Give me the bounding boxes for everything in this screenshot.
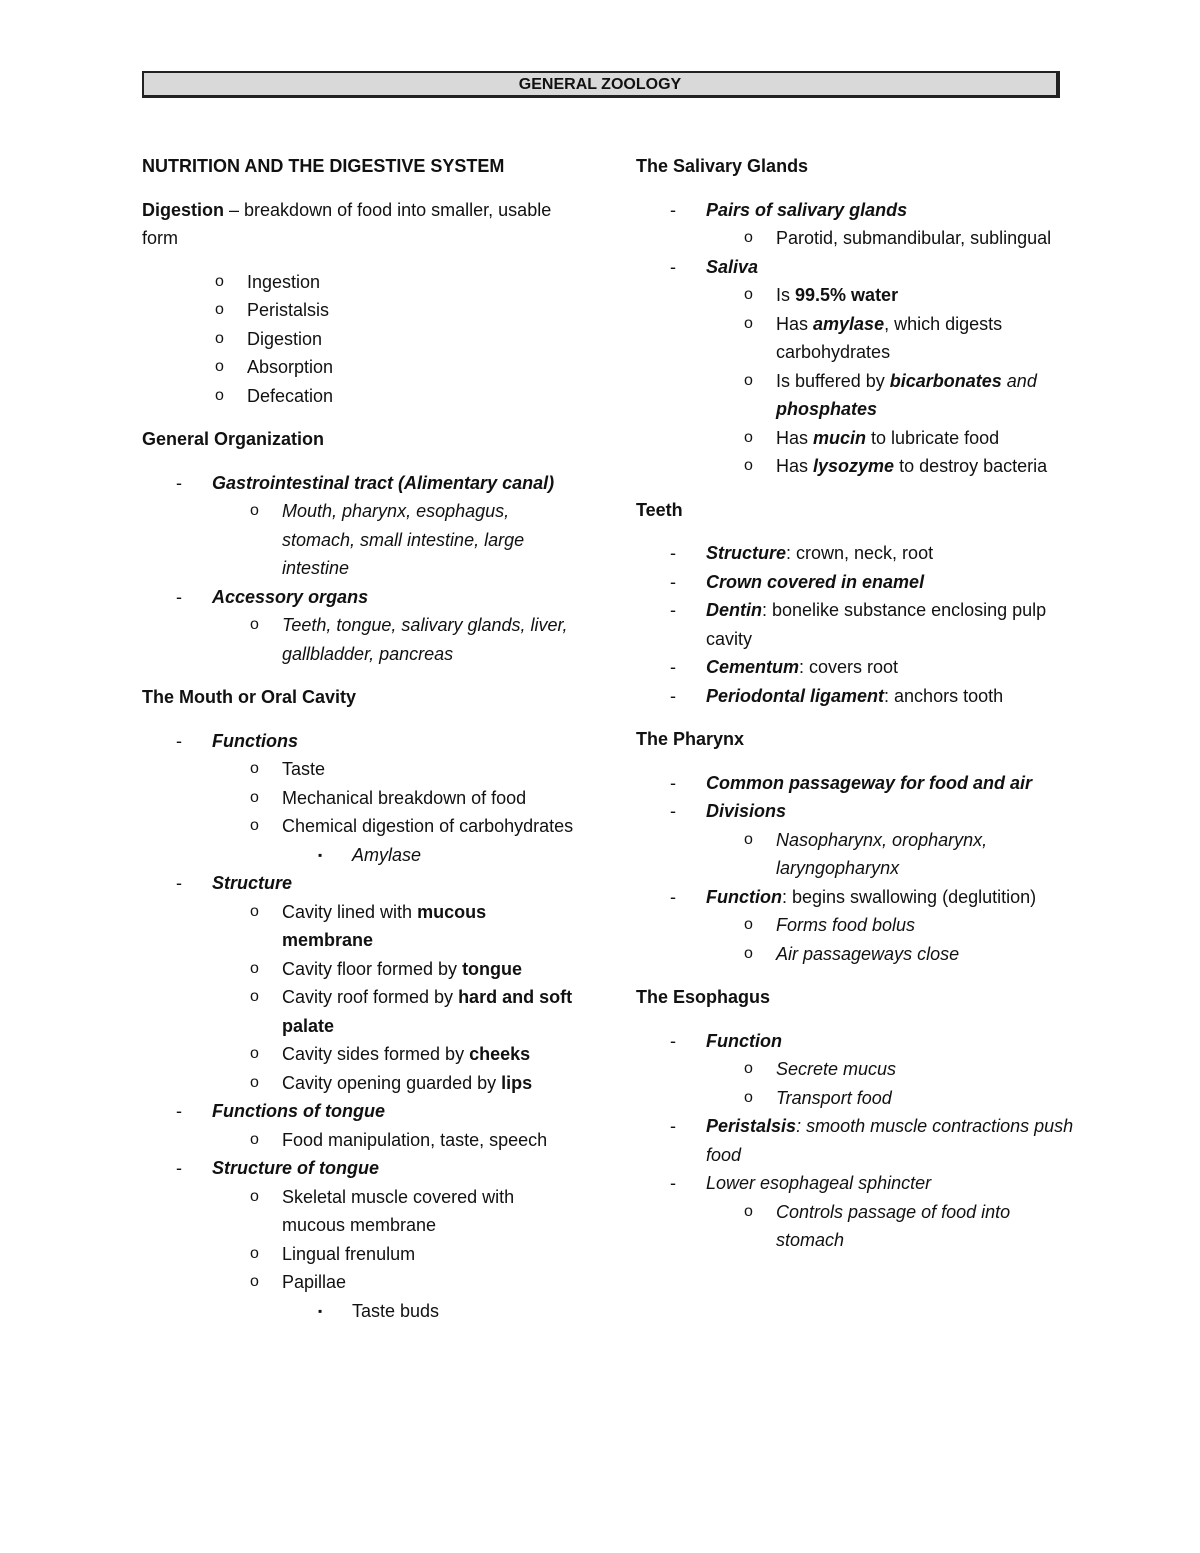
left-column (142, 152, 582, 1340)
list-item: o Controls passage of food into stomach (744, 1201, 1011, 1250)
list-item: o Cavity sides formed by cheeks (250, 1044, 531, 1064)
mouth-list (142, 727, 582, 1326)
list-item: o Taste (250, 759, 326, 779)
list-item: o Lingual frenulum (250, 1243, 416, 1264)
section-title-salivary: The Salivary Glands (636, 156, 809, 176)
right-column (636, 152, 1076, 1270)
list-item: o Peristalsis (215, 300, 330, 320)
section-title-teeth: Teeth (636, 499, 683, 520)
list-item: - Structure of tongue o Skeletal muscle covered with mucous membrane o Lingual frenulum o Papillae ▪ Taste buds (142, 1154, 582, 1325)
section-title-organization: General Organization (142, 429, 325, 449)
list-item: - Cementum: covers root (670, 657, 899, 677)
list-item: o Transport food (744, 1087, 892, 1108)
list-item: - Pairs of salivary glands o Parotid, submandibular, sublingual (636, 196, 1076, 253)
esophagus-list (636, 1027, 1076, 1255)
list-item: o Air passageways close (744, 943, 960, 964)
list-item: - Functions of tongue o Food manipulation, taste, speech (142, 1097, 582, 1154)
teeth-list (636, 539, 1076, 710)
digestion-term: Digestion (142, 199, 225, 220)
list-item: - Crown covered in enamel (670, 571, 925, 592)
list-item: o Ingestion (215, 271, 321, 292)
list-item: - Peristalsis: smooth muscle contractions push food (670, 1116, 1074, 1165)
list-item: o Chemical digestion of carbohydrates ▪ Amylase (212, 812, 582, 869)
list-item: - Periodontal ligament: anchors tooth (670, 685, 1004, 706)
list-item: o Parotid, submandibular, sublingual (744, 228, 1052, 248)
list-item: - Divisions o Nasopharynx, oropharynx, laryngopharynx (636, 797, 1076, 883)
list-item: ▪ Taste buds (318, 1300, 440, 1321)
list-item: o Cavity lined with mucous membrane (250, 901, 487, 950)
list-item: - Functions o Taste o Mechanical breakdown of food o Chemical digestion of carbohydrates ▪ Amylase (142, 727, 582, 870)
section-title-pharynx: The Pharynx (636, 729, 745, 749)
list-item: o Has mucin to lubricate food (744, 427, 1000, 448)
list-item: - Function: begins swallowing (deglutition) o Forms food bolus o Air passageways close (636, 883, 1076, 969)
section-title-mouth: The Mouth or Oral Cavity (142, 687, 357, 707)
list-item: - Saliva o Is 99.5% water o Has amylase, which digests carbohydrates o Is buffered by bicarbonates and phosphates o Has mucin to lubricate food o Has lysozyme to destroy bacteria (636, 253, 1076, 481)
list-item: ▪ Amylase (318, 844, 422, 865)
list-item: - Lower esophageal sphincter o Controls passage of food into stomach (636, 1169, 1076, 1255)
list-item: - Gastrointestinal tract (Alimentary canal) o Mouth, pharynx, esophagus, stomach, small intestine, large intestine (142, 469, 582, 583)
list-item: o Is 99.5% water (744, 285, 899, 305)
section-title-nutrition: NUTRITION AND THE DIGESTIVE SYSTEM (142, 156, 505, 176)
list-item: o Is buffered by bicarbonates and phosphates (744, 370, 1037, 419)
list-item: - Dentin: bonelike substance enclosing pulp cavity (670, 600, 1047, 649)
digestion-steps (142, 268, 582, 411)
list-item: o Has lysozyme to destroy bacteria (744, 456, 1048, 476)
header-title: GENERAL ZOOLOGY (518, 76, 682, 93)
list-item: o Papillae ▪ Taste buds (212, 1268, 582, 1325)
list-item: o Forms food bolus (744, 915, 916, 935)
list-item: - Function o Secrete mucus o Transport food (636, 1027, 1076, 1113)
list-item: o Food manipulation, taste, speech (250, 1129, 548, 1150)
digestion-def: – breakdown of food into smaller, usable form (142, 199, 552, 248)
list-item: - Structure: crown, neck, root (670, 543, 934, 563)
salivary-list (636, 196, 1076, 481)
list-item: o Has amylase, which digests carbohydrates (744, 313, 1003, 362)
organization-list (142, 469, 582, 669)
list-item: o Defecation (215, 385, 334, 406)
list-item: o Mouth, pharynx, esophagus, stomach, small intestine, large intestine (250, 501, 525, 578)
digestion-definition (142, 196, 582, 253)
list-item: o Mechanical breakdown of food (250, 787, 527, 808)
list-item: o Nasopharynx, oropharynx, laryngopharynx (744, 829, 988, 878)
pharynx-list (636, 769, 1076, 969)
list-item: o Cavity floor formed by tongue (250, 958, 523, 979)
list-item: o Cavity opening guarded by lips (250, 1072, 533, 1093)
list-item: o Secrete mucus (744, 1059, 897, 1079)
list-item: - Structure o Cavity lined with mucous membrane o Cavity floor formed by tongue o Cavity roof formed by hard and soft palate o Cavity sides formed by cheeks o Cavity opening guarded by lips (142, 869, 582, 1097)
list-item: o Teeth, tongue, salivary glands, liver, gallbladder, pancreas (250, 615, 568, 664)
list-item: o Absorption (215, 357, 334, 377)
section-title-esophagus: The Esophagus (636, 987, 771, 1007)
list-item: o Cavity roof formed by hard and soft palate (250, 987, 573, 1036)
page-header (142, 71, 1060, 98)
list-item: o Skeletal muscle covered with mucous membrane (250, 1186, 515, 1235)
list-item: - Common passageway for food and air (670, 772, 1033, 793)
list-item: o Digestion (215, 328, 323, 349)
list-item: - Accessory organs o Teeth, tongue, salivary glands, liver, gallbladder, pancreas (142, 583, 582, 669)
